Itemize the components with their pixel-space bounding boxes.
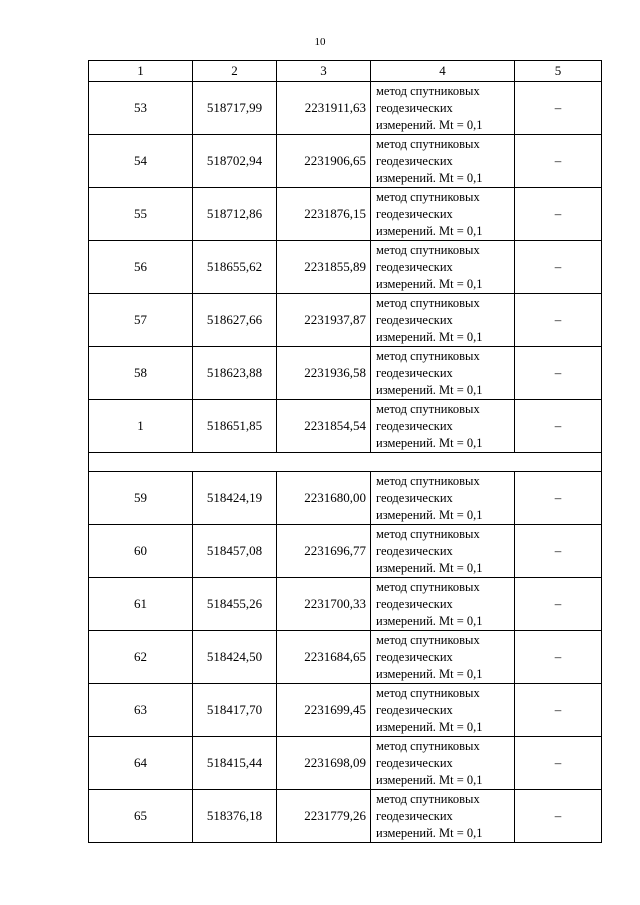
table-row [89, 188, 602, 241]
x-coordinate-cell: 518712,86 [193, 188, 277, 241]
method-line: метод спутниковых [376, 83, 480, 98]
table-row [89, 294, 602, 347]
point-number-cell: 55 [89, 188, 193, 241]
method-cell [371, 578, 515, 631]
accuracy-dash-cell: – [515, 790, 602, 843]
y-coordinate-cell: 2231906,65 [277, 135, 371, 188]
point-number-cell: 62 [89, 631, 193, 684]
y-coordinate-cell: 2231684,65 [277, 631, 371, 684]
method-line: метод спутниковых [376, 632, 480, 647]
accuracy-dash-cell: – [515, 400, 602, 453]
method-line: геодезических [376, 259, 453, 274]
method-line: метод спутниковых [376, 579, 480, 594]
x-coordinate-cell: 518417,70 [193, 684, 277, 737]
method-line: метод спутниковых [376, 242, 480, 257]
method-line: измерений. Mt = 0,1 [376, 666, 483, 681]
separator-cell [89, 453, 602, 472]
x-coordinate-cell: 518424,50 [193, 631, 277, 684]
method-cell [371, 684, 515, 737]
method-line: геодезических [376, 543, 453, 558]
method-line: метод спутниковых [376, 473, 480, 488]
accuracy-dash-cell: – [515, 578, 602, 631]
point-number-cell: 65 [89, 790, 193, 843]
method-cell [371, 400, 515, 453]
x-coordinate-cell: 518457,08 [193, 525, 277, 578]
method-line: метод спутниковых [376, 685, 480, 700]
coordinates-table [88, 60, 602, 843]
y-coordinate-cell: 2231699,45 [277, 684, 371, 737]
y-coordinate-cell: 2231698,09 [277, 737, 371, 790]
accuracy-dash-cell: – [515, 347, 602, 400]
separator-row [89, 453, 602, 472]
method-line: измерений. Mt = 0,1 [376, 560, 483, 575]
method-line: метод спутниковых [376, 526, 480, 541]
point-number-cell: 63 [89, 684, 193, 737]
y-coordinate-cell: 2231937,87 [277, 294, 371, 347]
x-coordinate-cell: 518455,26 [193, 578, 277, 631]
point-number-cell: 54 [89, 135, 193, 188]
point-number-cell: 58 [89, 347, 193, 400]
method-line: метод спутниковых [376, 295, 480, 310]
method-cell [371, 294, 515, 347]
point-number-cell: 64 [89, 737, 193, 790]
method-line: измерений. Mt = 0,1 [376, 223, 483, 238]
method-line: геодезических [376, 649, 453, 664]
point-number-cell: 1 [89, 400, 193, 453]
table-body [89, 61, 602, 843]
table-row [89, 347, 602, 400]
column-header: 2 [193, 61, 277, 82]
method-line: геодезических [376, 312, 453, 327]
method-line: метод спутниковых [376, 401, 480, 416]
method-line: метод спутниковых [376, 136, 480, 151]
method-line: геодезических [376, 206, 453, 221]
x-coordinate-cell: 518627,66 [193, 294, 277, 347]
column-header: 4 [371, 61, 515, 82]
accuracy-dash-cell: – [515, 525, 602, 578]
y-coordinate-cell: 2231779,26 [277, 790, 371, 843]
method-line: геодезических [376, 365, 453, 380]
column-header: 1 [89, 61, 193, 82]
method-cell [371, 241, 515, 294]
method-line: геодезических [376, 100, 453, 115]
method-line: метод спутниковых [376, 738, 480, 753]
accuracy-dash-cell: – [515, 188, 602, 241]
x-coordinate-cell: 518623,88 [193, 347, 277, 400]
method-line: геодезических [376, 755, 453, 770]
x-coordinate-cell: 518655,62 [193, 241, 277, 294]
point-number-cell: 61 [89, 578, 193, 631]
column-header: 3 [277, 61, 371, 82]
method-line: метод спутниковых [376, 348, 480, 363]
accuracy-dash-cell: – [515, 241, 602, 294]
x-coordinate-cell: 518424,19 [193, 472, 277, 525]
point-number-cell: 57 [89, 294, 193, 347]
method-line: измерений. Mt = 0,1 [376, 276, 483, 291]
method-cell [371, 188, 515, 241]
y-coordinate-cell: 2231936,58 [277, 347, 371, 400]
y-coordinate-cell: 2231700,33 [277, 578, 371, 631]
method-cell [371, 525, 515, 578]
accuracy-dash-cell: – [515, 82, 602, 135]
y-coordinate-cell: 2231854,54 [277, 400, 371, 453]
method-cell [371, 347, 515, 400]
table-row [89, 135, 602, 188]
method-line: измерений. Mt = 0,1 [376, 117, 483, 132]
y-coordinate-cell: 2231911,63 [277, 82, 371, 135]
method-line: измерений. Mt = 0,1 [376, 382, 483, 397]
method-line: геодезических [376, 596, 453, 611]
accuracy-dash-cell: – [515, 294, 602, 347]
point-number-cell: 59 [89, 472, 193, 525]
y-coordinate-cell: 2231680,00 [277, 472, 371, 525]
x-coordinate-cell: 518702,94 [193, 135, 277, 188]
x-coordinate-cell: 518376,18 [193, 790, 277, 843]
method-line: измерений. Mt = 0,1 [376, 825, 483, 840]
table-row [89, 472, 602, 525]
accuracy-dash-cell: – [515, 631, 602, 684]
y-coordinate-cell: 2231855,89 [277, 241, 371, 294]
method-line: измерений. Mt = 0,1 [376, 435, 483, 450]
method-cell [371, 737, 515, 790]
table-row [89, 578, 602, 631]
table-row [89, 737, 602, 790]
method-line: метод спутниковых [376, 189, 480, 204]
accuracy-dash-cell: – [515, 684, 602, 737]
x-coordinate-cell: 518415,44 [193, 737, 277, 790]
accuracy-dash-cell: – [515, 135, 602, 188]
method-line: измерений. Mt = 0,1 [376, 719, 483, 734]
method-line: измерений. Mt = 0,1 [376, 507, 483, 522]
y-coordinate-cell: 2231696,77 [277, 525, 371, 578]
method-line: геодезических [376, 153, 453, 168]
method-line: измерений. Mt = 0,1 [376, 613, 483, 628]
page-number: 10 [314, 36, 326, 48]
table-row [89, 400, 602, 453]
table-row [89, 525, 602, 578]
method-line: измерений. Mt = 0,1 [376, 329, 483, 344]
table-row [89, 241, 602, 294]
x-coordinate-cell: 518651,85 [193, 400, 277, 453]
table-row [89, 631, 602, 684]
method-cell [371, 82, 515, 135]
method-line: метод спутниковых [376, 791, 480, 806]
accuracy-dash-cell: – [515, 737, 602, 790]
method-line: измерений. Mt = 0,1 [376, 772, 483, 787]
table-row [89, 684, 602, 737]
table-header-row [89, 61, 602, 82]
method-cell [371, 631, 515, 684]
y-coordinate-cell: 2231876,15 [277, 188, 371, 241]
x-coordinate-cell: 518717,99 [193, 82, 277, 135]
point-number-cell: 60 [89, 525, 193, 578]
method-line: геодезических [376, 418, 453, 433]
accuracy-dash-cell: – [515, 472, 602, 525]
table-row [89, 790, 602, 843]
table-row [89, 82, 602, 135]
column-header: 5 [515, 61, 602, 82]
point-number-cell: 56 [89, 241, 193, 294]
method-cell [371, 790, 515, 843]
method-cell [371, 135, 515, 188]
method-line: геодезических [376, 702, 453, 717]
point-number-cell: 53 [89, 82, 193, 135]
method-cell [371, 472, 515, 525]
method-line: геодезических [376, 490, 453, 505]
method-line: геодезических [376, 808, 453, 823]
method-line: измерений. Mt = 0,1 [376, 170, 483, 185]
